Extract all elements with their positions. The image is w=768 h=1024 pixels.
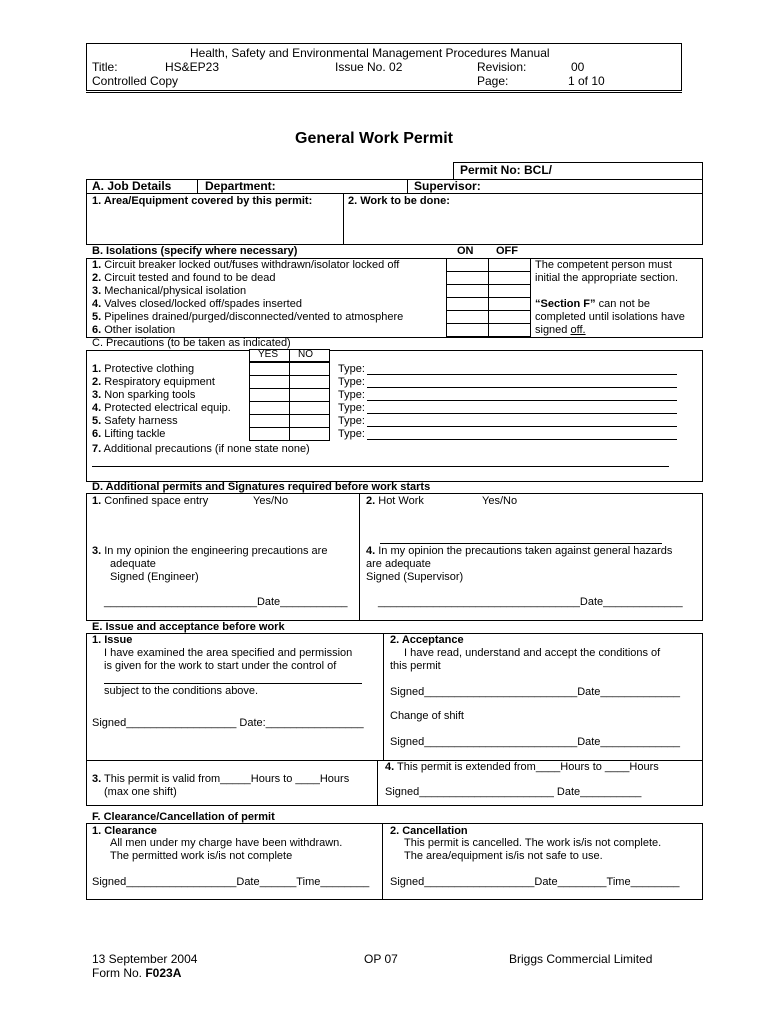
iso-note-3: [535, 298, 650, 311]
precaution-yes-checkbox[interactable]: [249, 388, 290, 402]
precaution-item: [92, 389, 195, 402]
isolation-item: [92, 298, 302, 311]
precaution-yes-checkbox[interactable]: [249, 414, 290, 428]
acceptance-text-1: I have read, understand and accept the conditions of: [404, 647, 661, 659]
isolation-note-divider: [530, 258, 531, 338]
iso-note-1: The competent person must: [535, 259, 672, 271]
valid-num: 3.: [92, 773, 102, 785]
isolation-text: Valves closed/locked off/spades inserted: [104, 298, 302, 310]
supervisor-opinion: [366, 545, 672, 558]
isolation-item: [92, 311, 403, 324]
precaution-num: 3.: [92, 389, 102, 401]
precaution-no-checkbox[interactable]: [289, 427, 330, 441]
isolation-text: Mechanical/physical isolation: [104, 285, 247, 297]
document-title: General Work Permit: [295, 130, 453, 147]
permit-no: Permit No: BCL/: [460, 163, 553, 177]
iso-note-2: initial the appropriate section.: [535, 272, 679, 284]
d4-num: 4.: [366, 545, 376, 557]
cancellation-text-1: This permit is cancelled. The work is/is not complete.: [404, 837, 662, 849]
precaution-type-line[interactable]: [367, 439, 677, 440]
isolation-item: [92, 272, 275, 285]
precautions-top-right: [330, 350, 703, 351]
form-label: Form No.: [92, 966, 146, 980]
isolation-text: Other isolation: [104, 324, 176, 336]
isolations-on-label: ON: [457, 245, 474, 257]
controlled-copy: Controlled Copy: [92, 74, 179, 88]
divider: [383, 633, 384, 761]
iso-note-5: [535, 324, 586, 337]
isolation-num: 4.: [92, 298, 102, 310]
cancellation-text-2: The area/equipment is/is not safe to use.: [404, 850, 603, 862]
extension-signed: Signed______________________ Date__________: [385, 786, 642, 798]
additional-precautions-line: [92, 466, 669, 467]
change-of-shift: Change of shift: [390, 710, 464, 722]
page-value: 1 of 10: [568, 74, 605, 88]
precaution-type-line[interactable]: [367, 387, 677, 388]
precaution-yes-checkbox[interactable]: [249, 362, 290, 376]
no-label: NO: [298, 349, 313, 360]
footer-op: OP 07: [364, 952, 398, 966]
isolation-num: 2.: [92, 272, 102, 284]
divider: [377, 760, 378, 806]
precaution-type-label: Type:: [338, 415, 365, 427]
issue-text-2: is given for the work to start under the control of: [104, 660, 337, 672]
permit-extended: [385, 761, 659, 774]
revision-label: Revision:: [477, 60, 527, 74]
additional-precautions: [92, 443, 310, 456]
d4-text: In my opinion the precautions taken against general hazards: [378, 545, 673, 557]
precaution-text: Respiratory equipment: [104, 376, 215, 388]
title-value: HS&EP23: [165, 60, 220, 74]
isolations-label: B. Isolations (specify where necessary): [92, 245, 298, 257]
precaution-type-label: Type:: [338, 376, 365, 388]
divider: [382, 823, 383, 900]
additional-num: 7.: [92, 443, 102, 455]
signed-engineer: Signed (Engineer): [110, 571, 199, 583]
isolation-on-checkbox[interactable]: [446, 310, 489, 324]
isolation-on-checkbox[interactable]: [446, 297, 489, 311]
isolation-num: 5.: [92, 311, 102, 323]
precaution-yes-checkbox[interactable]: [249, 375, 290, 389]
precaution-num: 6.: [92, 428, 102, 440]
precaution-type-label: Type:: [338, 389, 365, 401]
valid-text: This permit is valid from_____Hours to ____Hours: [104, 773, 350, 785]
precautions-label: C. Precautions (to be taken as indicated): [92, 337, 291, 349]
precaution-type-line[interactable]: [367, 413, 677, 414]
isolation-on-checkbox[interactable]: [446, 323, 489, 337]
issue-signed: Signed__________________ Date:________________: [92, 717, 364, 729]
d1-num: 1.: [92, 495, 102, 507]
isolations-off-label: OFF: [496, 245, 518, 257]
precaution-no-checkbox[interactable]: [289, 414, 330, 428]
clearance-signed: Signed__________________Date______Time________: [92, 876, 370, 888]
issue-heading: 1. Issue: [92, 634, 133, 646]
isolation-text: Pipelines drained/purged/disconnected/vented to atmosphere: [104, 311, 404, 323]
isolation-item: [92, 259, 399, 272]
permit-valid: [92, 773, 349, 786]
footer-date: 13 September 2004: [92, 952, 198, 966]
precaution-no-checkbox[interactable]: [289, 388, 330, 402]
d3-num: 3.: [92, 545, 102, 557]
precaution-item: [92, 376, 215, 389]
precaution-type-label: Type:: [338, 402, 365, 414]
precaution-no-checkbox[interactable]: [289, 401, 330, 415]
precaution-no-checkbox[interactable]: [289, 375, 330, 389]
isolation-item: [92, 324, 175, 337]
isolation-on-checkbox[interactable]: [446, 258, 489, 272]
iso-note-5-text: signed: [535, 324, 571, 336]
cancellation-signed: Signed__________________Date________Time________: [390, 876, 680, 888]
acceptance-signed-2: Signed_________________________Date_____________: [390, 736, 680, 748]
isolation-off-checkbox[interactable]: [488, 310, 531, 324]
isolation-text: Circuit breaker locked out/fuses withdrawn/isolator locked off: [104, 259, 400, 271]
isolation-on-checkbox[interactable]: [446, 284, 489, 298]
hot-work: [366, 495, 424, 508]
isolation-item: [92, 285, 246, 298]
d2-text: Hot Work: [378, 495, 424, 507]
acceptance-text-2: this permit: [390, 660, 441, 672]
divider: [343, 193, 344, 245]
hot-work-line: [380, 543, 662, 544]
clearance-text-1: All men under my charge have been withdrawn.: [110, 837, 343, 849]
engineer-date-line: _________________________Date___________: [104, 596, 348, 608]
section-f-ref: “Section F”: [535, 298, 596, 310]
precaution-num: 4.: [92, 402, 102, 414]
precaution-text: Protected electrical equip.: [104, 402, 231, 414]
yes-label: YES: [258, 349, 279, 360]
d3-text: In my opinion the engineering precautions are: [104, 545, 328, 557]
additional-text: Additional precautions (if none state none): [103, 443, 310, 455]
job-details-header-row: [86, 179, 703, 194]
isolation-on-checkbox[interactable]: [446, 271, 489, 285]
precaution-text: Non sparking tools: [104, 389, 196, 401]
section-f-label: F. Clearance/Cancellation of permit: [92, 811, 275, 823]
divider: [407, 179, 408, 194]
precaution-text: Lifting tackle: [104, 428, 166, 440]
issue-text-1: I have examined the area specified and permission: [104, 647, 353, 659]
precaution-type-line[interactable]: [367, 426, 677, 427]
iso-note-4: completed until isolations have: [535, 311, 685, 323]
isolation-num: 6.: [92, 324, 102, 336]
precaution-yes-checkbox[interactable]: [249, 401, 290, 415]
isolation-off-checkbox[interactable]: [488, 323, 531, 337]
section-e-label: E. Issue and acceptance before work: [92, 621, 285, 633]
precaution-text: Safety harness: [104, 415, 178, 427]
acceptance-signed: Signed_________________________Date_____________: [390, 686, 680, 698]
page-label: Page:: [477, 74, 509, 88]
precaution-num: 5.: [92, 415, 102, 427]
precaution-num: 1.: [92, 363, 102, 375]
issue-control-line: [104, 683, 362, 684]
precaution-item: [92, 402, 231, 415]
isolation-num: 3.: [92, 285, 102, 297]
signed-supervisor: Signed (Supervisor): [366, 571, 464, 583]
confined-space-yes-no: Yes/No: [253, 495, 289, 507]
precaution-item: [92, 428, 165, 441]
d2-num: 2.: [366, 495, 376, 507]
max-one-shift: (max one shift): [104, 786, 177, 798]
precaution-type-line[interactable]: [367, 374, 677, 375]
ext-text: This permit is extended from____Hours to ____Hours: [397, 761, 659, 773]
section-d-label: D. Additional permits and Signatures required before work starts: [92, 481, 431, 493]
divider: [197, 179, 198, 194]
precaution-no-checkbox[interactable]: [289, 362, 330, 376]
area-equipment-label: 1. Area/Equipment covered by this permit:: [92, 195, 313, 207]
isolation-off-checkbox[interactable]: [488, 297, 531, 311]
supervisor-label: Supervisor:: [414, 179, 481, 193]
manual-title: Health, Safety and Environmental Management Procedures Manual: [190, 46, 550, 60]
work-to-be-done-label: 2. Work to be done:: [348, 195, 450, 207]
issue-text-3: subject to the conditions above.: [104, 685, 259, 697]
precaution-text: Protective clothing: [104, 363, 195, 375]
clearance-text-2: The permitted work is/is not complete: [110, 850, 293, 862]
form-number: F023A: [145, 966, 182, 980]
acceptance-heading: 2. Acceptance: [390, 634, 464, 646]
hot-work-yes-no: Yes/No: [482, 495, 518, 507]
footer-company: Briggs Commercial Limited: [509, 952, 653, 966]
precaution-type-label: Type:: [338, 363, 365, 375]
precaution-type-line[interactable]: [367, 400, 677, 401]
isolation-off-checkbox[interactable]: [488, 258, 531, 272]
precaution-yes-checkbox[interactable]: [249, 427, 290, 441]
isolation-num: 1.: [92, 259, 102, 271]
isolation-off-checkbox[interactable]: [488, 271, 531, 285]
engineer-adequate: adequate: [110, 558, 156, 570]
precaution-num: 2.: [92, 376, 102, 388]
divider: [359, 493, 360, 621]
confined-space: [92, 495, 208, 508]
engineer-opinion: [92, 545, 327, 558]
ext-num: 4.: [385, 761, 395, 773]
issue-number: Issue No. 02: [335, 60, 403, 74]
precaution-item: [92, 363, 194, 376]
d1-text: Confined space entry: [104, 495, 209, 507]
title-label: Title:: [92, 60, 118, 74]
header-double-line: [86, 92, 682, 93]
iso-note-3-text: can not be: [595, 298, 650, 310]
revision-value: 00: [571, 60, 585, 74]
isolation-off-checkbox[interactable]: [488, 284, 531, 298]
department-label: Department:: [205, 179, 276, 193]
clearance-heading: 1. Clearance: [92, 825, 157, 837]
supervisor-date-line: _________________________________Date_____________: [378, 596, 683, 608]
precaution-item: [92, 415, 178, 428]
precautions-top-left: [86, 350, 249, 351]
isolation-text: Circuit tested and found to be dead: [104, 272, 276, 284]
iso-note-5-underlined: off.: [570, 324, 586, 336]
supervisor-adequate: are adequate: [366, 558, 431, 570]
footer-form: [92, 966, 181, 980]
job-details-label: A. Job Details: [92, 179, 172, 193]
precaution-type-label: Type:: [338, 428, 365, 440]
cancellation-heading: 2. Cancellation: [390, 825, 468, 837]
